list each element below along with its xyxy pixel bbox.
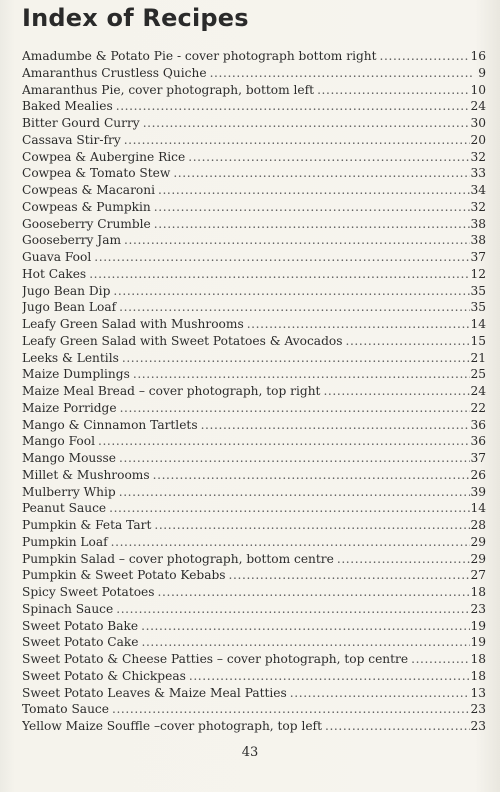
entry-page-number: 34 <box>470 183 486 197</box>
entry-page-number: 23 <box>470 601 486 616</box>
index-entry <box>22 634 486 651</box>
entry-page-number: 15 <box>470 333 486 348</box>
entry-page-number: 21 <box>470 350 486 365</box>
dot-leader <box>138 634 470 651</box>
dot-leader <box>106 500 470 517</box>
dot-leader <box>186 668 471 685</box>
index-entry <box>22 149 486 166</box>
dot-leader <box>377 48 471 65</box>
entry-title: Mulberry Whip <box>22 484 116 499</box>
dot-leader <box>110 283 470 300</box>
entry-title: Cowpea & Aubergine Rice <box>22 149 186 164</box>
page-number: 43 <box>241 745 259 760</box>
dot-leader <box>119 350 471 367</box>
dot-leader <box>287 685 471 702</box>
recipe-index-list <box>22 48 486 735</box>
dot-leader <box>322 718 471 735</box>
index-entry <box>22 450 486 467</box>
entry-page-number: 25 <box>470 367 486 382</box>
dot-leader <box>91 249 470 266</box>
entry-title: Yellow Maize Souffle –cover photograph, top left <box>22 719 322 733</box>
dot-leader <box>121 232 470 249</box>
entry-title: Millet & Mushrooms <box>22 467 150 482</box>
dot-leader <box>140 115 471 132</box>
index-entry <box>22 534 486 551</box>
entry-page-number: 29 <box>470 534 486 549</box>
entry-title: Gooseberry Crumble <box>22 216 151 231</box>
entry-title: Sweet Potato Leaves & Maize Meal Patties <box>22 685 287 700</box>
entry-page-number: 36 <box>470 417 486 432</box>
entry-page-number: 9 <box>478 65 486 80</box>
entry-title: Baked Mealies <box>22 99 113 114</box>
entry-title: Tomato Sauce <box>22 702 109 717</box>
entry-title: Jugo Bean Dip <box>22 283 111 298</box>
dot-leader <box>155 182 471 199</box>
entry-page-number: 16 <box>470 49 486 63</box>
entry-page-number: 35 <box>470 300 486 315</box>
dot-leader <box>226 567 471 584</box>
index-entry <box>22 182 486 199</box>
dot-leader <box>151 216 471 233</box>
entry-page-number: 32 <box>470 199 486 214</box>
entry-title: Cowpeas & Macaroni <box>22 183 155 197</box>
entry-title: Peanut Sauce <box>22 501 107 516</box>
dot-leader <box>138 618 470 635</box>
entry-title: Sweet Potato Cake <box>22 635 139 650</box>
entry-page-number: 18 <box>470 652 486 666</box>
dot-leader <box>320 383 470 400</box>
index-entry <box>22 685 486 702</box>
entry-page-number: 37 <box>470 250 486 264</box>
index-entry <box>22 132 486 149</box>
index-entry <box>22 383 486 400</box>
dot-leader <box>170 165 470 182</box>
index-entry <box>22 283 486 300</box>
entry-title: Mango Fool <box>22 434 95 449</box>
index-entry <box>22 366 486 383</box>
index-entry <box>22 266 486 283</box>
index-entry <box>22 316 486 333</box>
index-entry <box>22 82 486 99</box>
index-entry <box>22 232 486 249</box>
index-entry <box>22 216 486 233</box>
dot-leader <box>109 701 471 718</box>
entry-page-number: 24 <box>470 99 486 114</box>
index-entry <box>22 48 486 65</box>
entry-page-number: 33 <box>470 166 486 181</box>
index-entry <box>22 651 486 668</box>
index-entry <box>22 584 486 601</box>
dot-leader <box>95 433 471 450</box>
entry-title: Leafy Green Salad with Sweet Potatoes & Avocados <box>22 333 343 348</box>
entry-page-number: 18 <box>470 668 486 683</box>
entry-title: Cowpeas & Pumpkin <box>22 199 151 214</box>
entry-title: Mango & Cinnamon Tartlets <box>22 417 198 432</box>
entry-page-number: 20 <box>470 132 486 147</box>
dot-leader <box>86 266 470 283</box>
entry-title: Cassava Stir-fry <box>22 132 121 147</box>
dot-leader <box>314 82 470 99</box>
entry-title: Hot Cakes <box>22 266 87 281</box>
entry-page-number: 36 <box>470 434 486 449</box>
index-entry <box>22 299 486 316</box>
dot-leader <box>342 333 470 350</box>
entry-title: Sweet Potato & Cheese Patties – cover photograph, top centre <box>22 652 409 666</box>
index-entry <box>22 484 486 501</box>
entry-title: Sweet Potato & Chickpeas <box>22 668 186 683</box>
entry-page-number: 38 <box>470 216 486 231</box>
dot-leader <box>108 534 471 551</box>
dot-leader <box>116 450 470 467</box>
index-entry <box>22 400 486 417</box>
entry-title: Cowpea & Tomato Stew <box>22 166 171 181</box>
entry-page-number: 24 <box>470 384 486 398</box>
entry-title: Jugo Bean Loaf <box>22 300 117 315</box>
dot-leader <box>116 484 471 501</box>
entry-title: Guava Fool <box>22 250 92 264</box>
index-entry <box>22 65 486 82</box>
entry-title: Maize Meal Bread – cover photograph, top right <box>22 384 321 398</box>
entry-title: Leeks & Lentils <box>22 350 119 365</box>
dot-leader <box>198 417 471 434</box>
entry-title: Mango Mousse <box>22 451 116 465</box>
entry-title: Pumpkin & Feta Tart <box>22 518 152 532</box>
dot-leader <box>113 601 470 618</box>
entry-page-number: 39 <box>470 484 486 499</box>
dot-leader <box>334 551 471 568</box>
index-entry <box>22 249 486 266</box>
entry-page-number: 19 <box>470 618 486 633</box>
dot-leader <box>408 651 470 668</box>
entry-title: Pumpkin Salad – cover photograph, bottom centre <box>22 551 334 566</box>
dot-leader <box>151 517 470 534</box>
index-entry <box>22 601 486 618</box>
index-entry <box>22 165 486 182</box>
entry-page-number: 27 <box>470 568 486 583</box>
entry-page-number: 22 <box>470 400 486 415</box>
entry-page-number: 13 <box>470 685 486 700</box>
index-entry <box>22 701 486 718</box>
entry-title: Maize Porridge <box>22 400 117 415</box>
entry-page-number: 23 <box>470 719 486 733</box>
index-entry <box>22 567 486 584</box>
entry-page-number: 29 <box>470 551 486 566</box>
dot-leader <box>185 149 470 166</box>
entry-page-number: 14 <box>470 317 486 331</box>
entry-title: Amaranthus Crustless Quiche <box>22 65 207 80</box>
entry-page-number: 28 <box>470 518 486 532</box>
dot-leader <box>121 132 471 149</box>
entry-title: Pumpkin Loaf <box>22 534 108 549</box>
entry-title: Sweet Potato Bake <box>22 618 139 633</box>
index-entry <box>22 517 486 534</box>
dot-leader <box>117 400 471 417</box>
dot-leader <box>207 65 472 82</box>
index-entry <box>22 433 486 450</box>
index-entry <box>22 417 486 434</box>
index-entry <box>22 718 486 735</box>
entry-title: Amadumbe & Potato Pie - cover photograph bottom right <box>22 49 377 63</box>
dot-leader <box>151 199 471 216</box>
index-entry <box>22 467 486 484</box>
dot-leader <box>244 316 471 333</box>
entry-page-number: 32 <box>470 149 486 164</box>
entry-page-number: 30 <box>470 116 486 130</box>
entry-title: Spinach Sauce <box>22 601 114 616</box>
entry-page-number: 38 <box>470 233 486 248</box>
index-entry <box>22 98 486 115</box>
entry-title: Bitter Gourd Curry <box>22 116 140 130</box>
dot-leader <box>150 467 471 484</box>
entry-page-number: 12 <box>470 266 486 281</box>
index-entry <box>22 350 486 367</box>
index-entry <box>22 199 486 216</box>
entry-page-number: 26 <box>470 467 486 482</box>
index-entry <box>22 551 486 568</box>
entry-title: Leafy Green Salad with Mushrooms <box>22 317 244 331</box>
dot-leader <box>116 299 470 316</box>
entry-title: Maize Dumplings <box>22 367 130 382</box>
index-entry <box>22 115 486 132</box>
entry-title: Amaranthus Pie, cover photograph, bottom left <box>22 82 315 97</box>
entry-page-number: 35 <box>470 283 486 298</box>
entry-page-number: 23 <box>470 702 486 717</box>
page-title: Index of Recipes <box>22 4 249 32</box>
entry-page-number: 18 <box>470 585 486 599</box>
dot-leader <box>113 98 471 115</box>
entry-page-number: 37 <box>470 451 486 465</box>
entry-page-number: 10 <box>470 82 486 97</box>
dot-leader <box>130 366 471 383</box>
entry-page-number: 19 <box>470 635 486 650</box>
entry-page-number: 14 <box>470 501 486 516</box>
index-entry <box>22 618 486 635</box>
dot-leader <box>155 584 471 601</box>
entry-title: Spicy Sweet Potatoes <box>22 585 155 599</box>
entry-title: Gooseberry Jam <box>22 233 122 248</box>
index-entry <box>22 500 486 517</box>
entry-title: Pumpkin & Sweet Potato Kebabs <box>22 568 226 583</box>
index-entry <box>22 333 486 350</box>
index-entry <box>22 668 486 685</box>
